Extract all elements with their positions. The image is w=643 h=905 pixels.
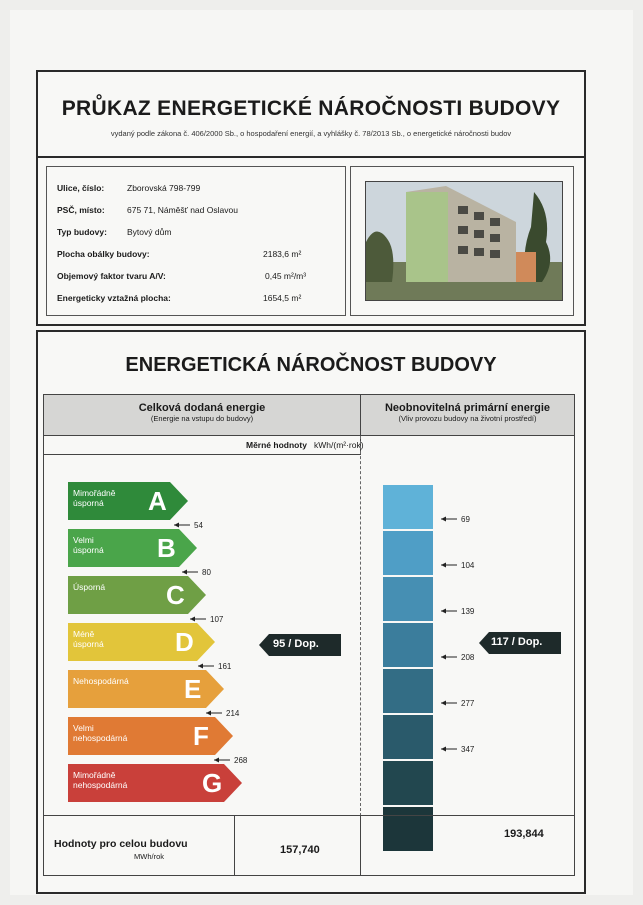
energy-class-label: Mimořádně — [73, 488, 116, 498]
energy-class-label: Úsporná — [73, 582, 106, 592]
energy-class-label: Nehospodárná — [73, 676, 129, 686]
delivered-threshold — [182, 568, 211, 577]
primary-energy-block — [383, 623, 433, 667]
energy-class-label: úsporná — [73, 498, 104, 508]
primary-energy-block — [383, 531, 433, 575]
delivered-threshold-value: 107 — [210, 615, 224, 624]
delivered-threshold-value: 268 — [234, 756, 248, 765]
delivered-threshold — [174, 521, 203, 530]
primary-energy-marker-label: 117 / Dop. — [491, 636, 543, 648]
primary-energy-block — [383, 577, 433, 621]
energy-class-letter: A — [148, 486, 167, 516]
info-label: Objemový faktor tvaru A/V: — [57, 271, 166, 281]
delivered-energy-marker — [259, 634, 341, 656]
energy-class-bar-f — [68, 717, 233, 755]
primary-energy-block — [383, 715, 433, 759]
energy-class-label: úsporná — [73, 639, 104, 649]
delivered-energy-total: 157,740 — [280, 844, 320, 856]
primary-energy-marker — [479, 632, 561, 654]
delivered-threshold-value: 80 — [202, 568, 211, 577]
primary-threshold — [441, 561, 475, 570]
primary-threshold — [441, 745, 475, 754]
energy-class-label: úsporná — [73, 545, 104, 555]
delivered-threshold-value: 54 — [194, 521, 203, 530]
primary-threshold — [441, 607, 475, 616]
energy-class-label: nehospodárná — [73, 780, 128, 790]
delivered-energy-header — [44, 395, 361, 436]
energy-class-letter: D — [175, 627, 194, 657]
delivered-threshold-value: 214 — [226, 709, 240, 718]
energy-class-label: nehospodárná — [73, 733, 128, 743]
primary-energy-block — [383, 669, 433, 713]
info-label: PSČ, místo: — [57, 205, 105, 215]
certificate-subtitle: vydaný podle zákona č. 406/2000 Sb., o hospodaření energií, a vyhlášky č. 78/2013 Sb., o energetické náročnosti budov — [110, 129, 512, 138]
energy-class-label: Velmi — [73, 535, 94, 545]
primary-threshold — [441, 699, 475, 708]
info-value: Zborovská 798-799 — [127, 183, 201, 193]
delivered-threshold — [214, 756, 248, 765]
delivered-threshold — [198, 662, 232, 671]
energy-class-bar-c — [68, 576, 206, 614]
delivered-energy-subtitle: (Energie na vstupu do budovy) — [150, 414, 254, 423]
energy-rating-title: ENERGETICKÁ NÁROČNOST BUDOVY — [125, 354, 497, 376]
energy-class-bar-g — [68, 764, 242, 802]
energy-class-letter: G — [202, 768, 223, 798]
primary-threshold-value: 208 — [461, 653, 475, 662]
energy-class-letter: C — [166, 580, 185, 610]
building-totals-row — [44, 815, 574, 876]
building-totals-unit: MWh/rok — [134, 852, 164, 861]
building-info-table — [46, 166, 346, 316]
energy-class-bar-d — [68, 623, 215, 661]
info-label: Ulice, číslo: — [57, 183, 105, 193]
certificate-header — [36, 70, 586, 160]
energy-class-bar-a — [68, 482, 188, 520]
delivered-energy-title: Celková dodaná energie — [138, 402, 266, 414]
primary-threshold-value: 277 — [461, 699, 475, 708]
info-label: Energeticky vztažná plocha: — [57, 293, 171, 303]
info-value: 2183,6 m² — [263, 249, 302, 259]
delivered-threshold-value: 161 — [218, 662, 232, 671]
building-totals-label: Hodnoty pro celou budovu — [54, 838, 188, 850]
primary-energy-title: Neobnovitelná primární energie — [384, 402, 551, 414]
info-value: Bytový dům — [127, 227, 172, 237]
delivered-threshold — [206, 709, 240, 718]
primary-threshold-value: 69 — [461, 515, 470, 524]
energy-class-bar-b — [68, 529, 197, 567]
info-value: 675 71, Náměšť nad Oslavou — [127, 205, 238, 215]
building-photo-frame — [350, 166, 574, 316]
primary-energy-block — [383, 761, 433, 805]
energy-rating-table — [43, 394, 575, 876]
primary-threshold-value: 139 — [461, 607, 475, 616]
energy-class-letter: B — [157, 533, 176, 563]
specific-values-row — [44, 436, 364, 455]
info-label: Plocha obálky budovy: — [57, 249, 150, 259]
energy-class-letter: F — [193, 721, 209, 751]
building-photo — [365, 181, 563, 301]
primary-threshold-value: 104 — [461, 561, 475, 570]
delivered-energy-marker-label: 95 / Dop. — [273, 638, 319, 650]
energy-rating-section — [36, 330, 586, 894]
info-label: Typ budovy: — [57, 227, 107, 237]
delivered-threshold — [190, 615, 224, 624]
energy-class-label: Méně — [73, 629, 95, 639]
footer-separator — [234, 816, 235, 876]
primary-threshold — [441, 515, 470, 524]
info-value: 1654,5 m² — [263, 293, 302, 303]
energy-class-letter: E — [184, 674, 202, 704]
primary-threshold — [441, 653, 475, 662]
primary-energy-subtitle: (Vliv provozu budovy na životní prostředí) — [398, 414, 537, 423]
energy-class-label: Velmi — [73, 723, 94, 733]
footer-separator — [360, 816, 361, 876]
specific-values-unit: kWh/(m²·rok) — [314, 440, 364, 450]
specific-values-label: Měrné hodnoty — [246, 440, 307, 450]
primary-energy-block — [383, 485, 433, 529]
energy-class-bar-e — [68, 670, 224, 708]
building-info-section — [36, 156, 586, 326]
certificate-title: PRŮKAZ ENERGETICKÉ NÁROČNOSTI BUDOVY — [61, 97, 561, 120]
info-value: 0,45 m²/m³ — [265, 271, 307, 281]
primary-energy-header — [361, 395, 574, 436]
energy-class-label: Mimořádně — [73, 770, 116, 780]
primary-energy-total: 193,844 — [504, 828, 544, 840]
primary-threshold-value: 347 — [461, 745, 475, 754]
